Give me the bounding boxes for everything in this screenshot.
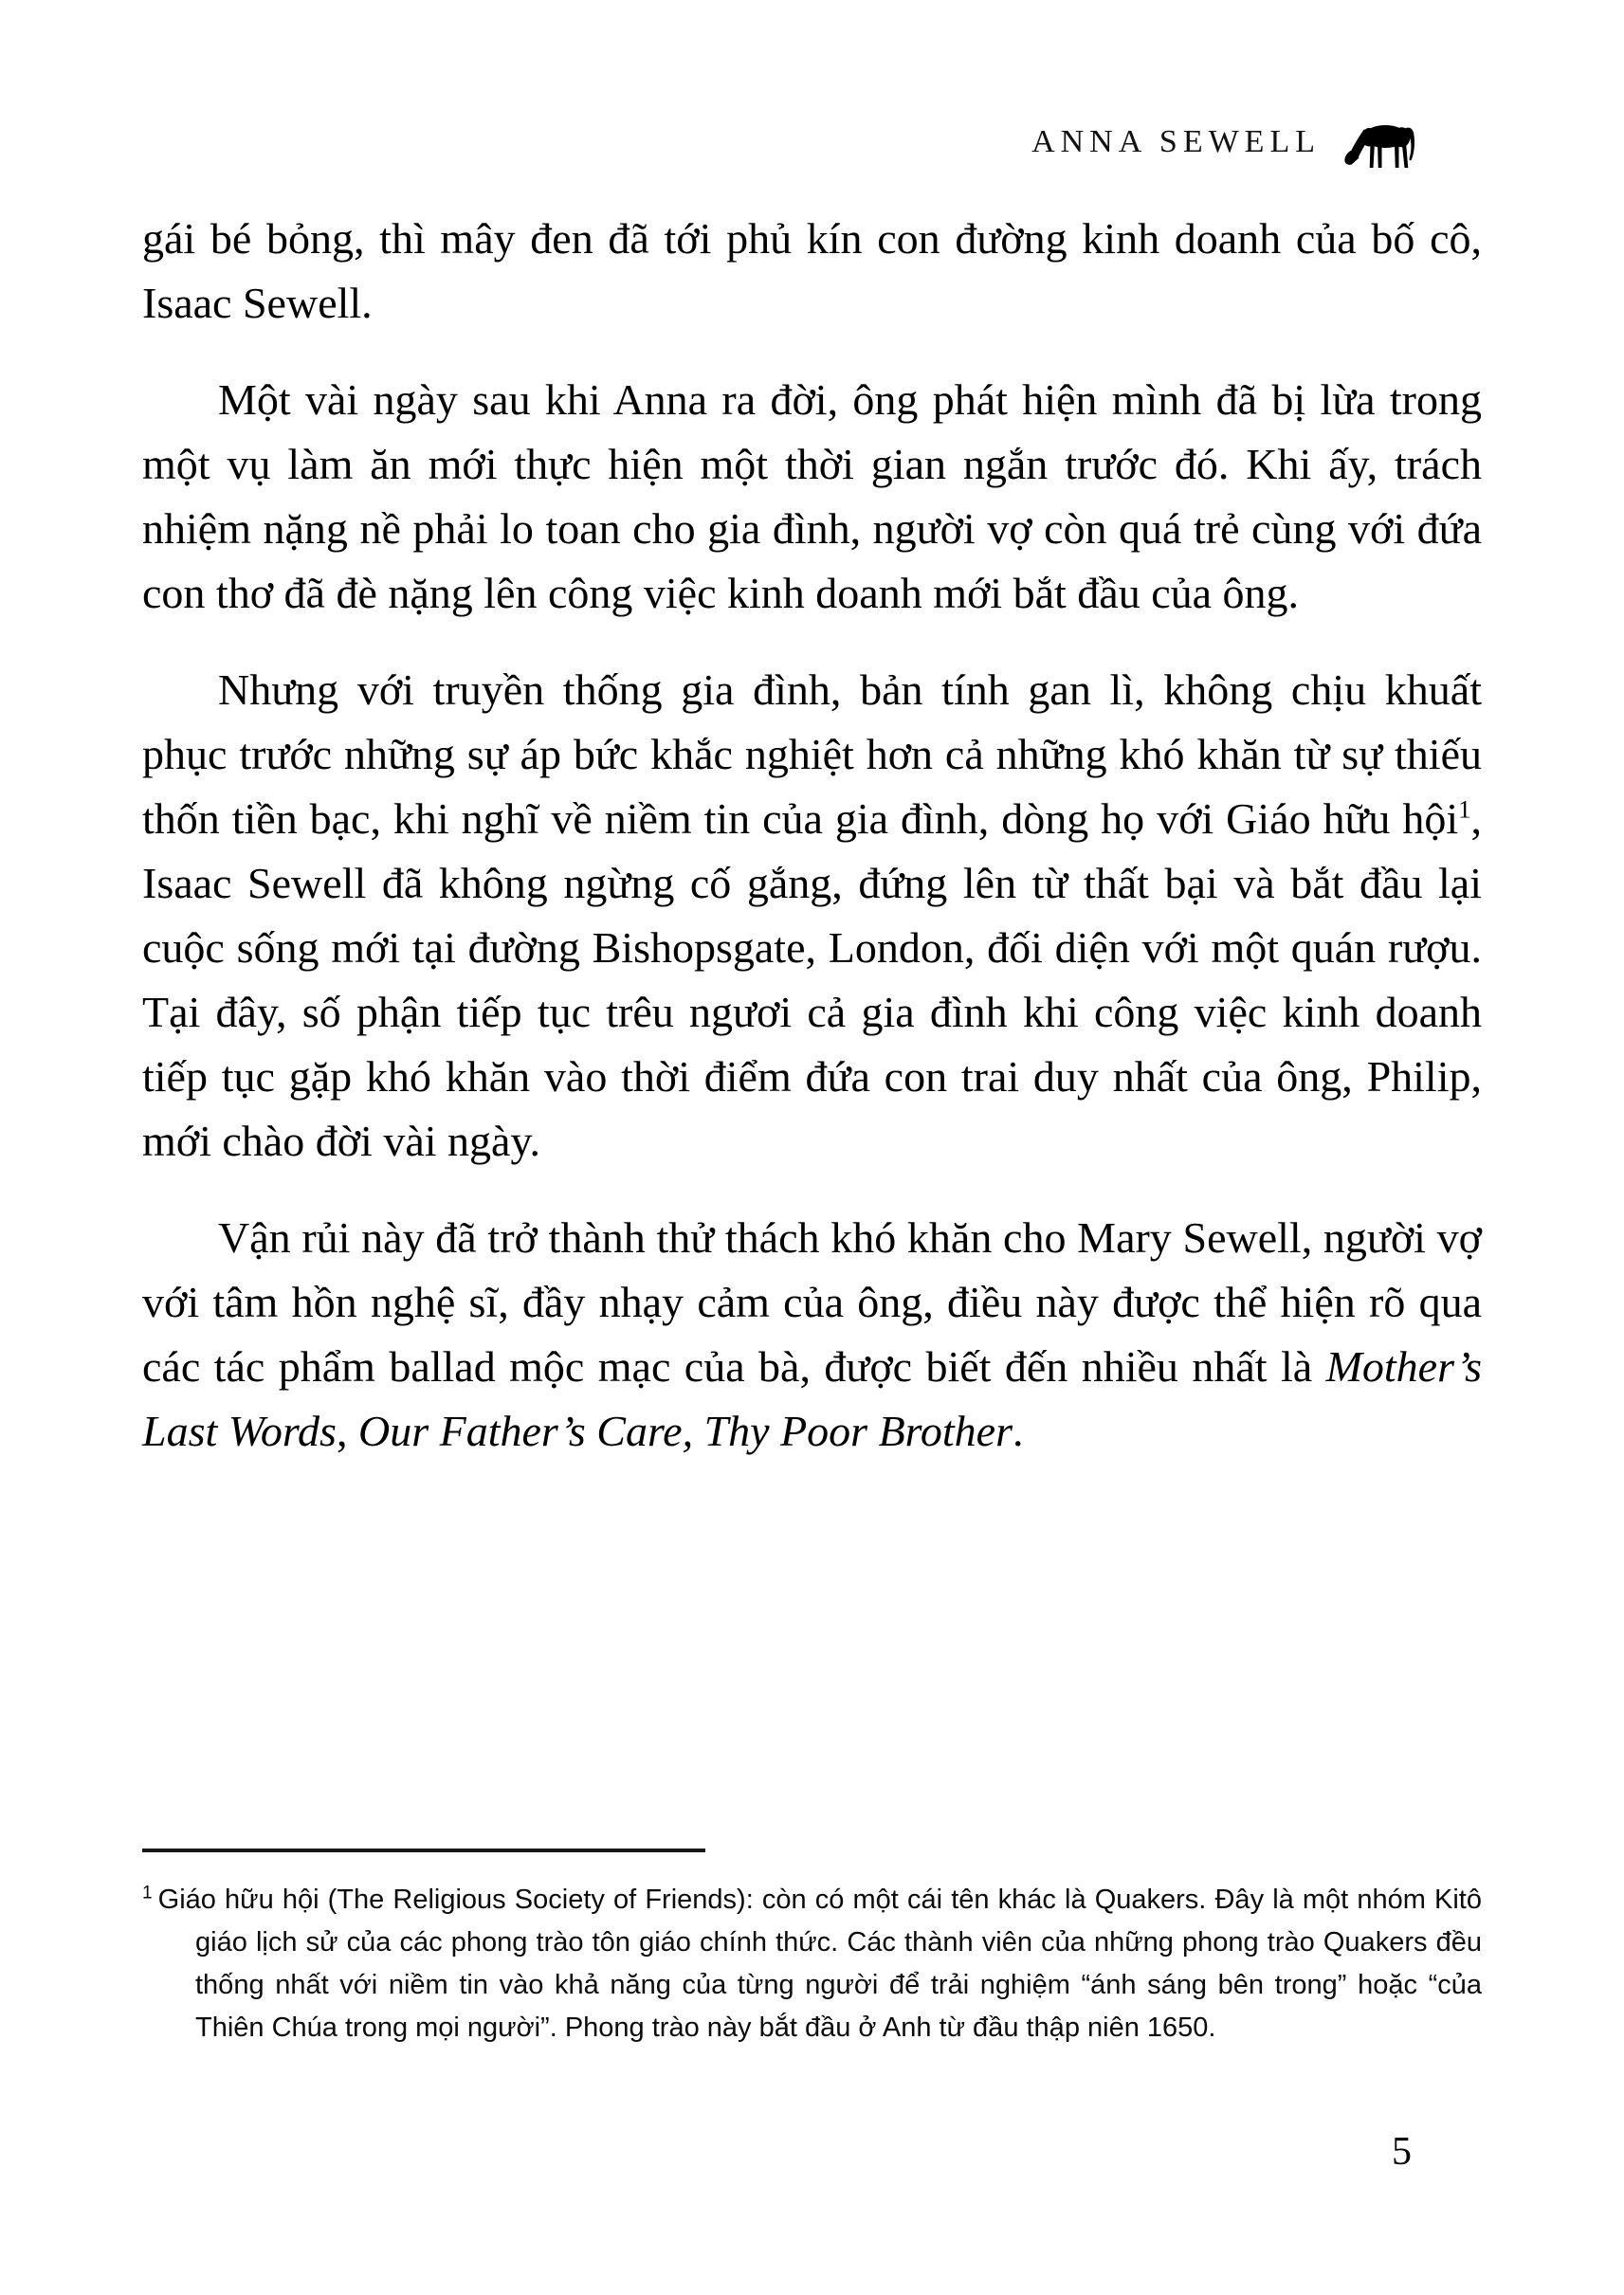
footnote-body: Giáo hữu hội (The Religious Society of Friends): còn có một cái tên khác là Quakers. Đây là một nhóm Kitô giáo lịch sử của các phong trào tôn giáo chính thức. Các thành viên của những phong trào Quakers đều thống nhất với niềm tin vào khả năng của từng người để trải nghiệm “ánh sáng bên trong” hoặc “của Thiên Chúa trong mọi người”. Phong trào này bắt đầu ở Anh từ đầu thập niên 1650.	[157, 1885, 1482, 2043]
footnote-marker: 1	[142, 1883, 153, 1903]
paragraph	[142, 207, 1482, 336]
page-number: 5	[1392, 2130, 1412, 2174]
text-segment: Mother’s Last Words	[142, 1342, 1482, 1455]
text-segment: Một vài ngày sau khi Anna ra đời, ông phát hiện mình đã bị lừa trong một vụ làm ăn mới thực hiện một thời gian ngắn trước đó. Khi ấy, trách nhiệm nặng nề phải lo toan cho gia đình, người vợ còn quá trẻ cùng với đứa con thơ đã đè nặng lên công việc kinh doanh mới bắt đầu của ông.	[142, 375, 1482, 617]
footnote-separator	[142, 1849, 705, 1852]
body-text	[142, 207, 1482, 1464]
text-segment: , Isaac Sewell đã không ngừng cố gắng, đứng lên từ thất bại và bắt đầu lại cuộc sống mới tại đường Bishopsgate, London, đối diện với một quán rượu. Tại đây, số phận tiếp tục trêu ngươi cả gia đình khi công việc kinh doanh tiếp tục gặp khó khăn vào thời điểm đứa con trai duy nhất của ông, Philip, mới chào đời vài ngày.	[142, 794, 1482, 1165]
footnote-text	[142, 1879, 1482, 2049]
text-segment: Nhưng với truyền thống gia đình, bản tính gan lì, không chịu khuất phục trước những sự áp bức khắc nghiệt hơn cả những khó khăn từ sự thiếu thốn tiền bạc, khi nghĩ về niềm tin của gia đình, dòng họ với Giáo hữu hội	[142, 665, 1482, 843]
text-segment: gái bé bỏng, thì mây đen đã tới phủ kín con đường kinh doanh của bố cô, Isaac Sewell.	[142, 214, 1482, 327]
paragraph	[142, 658, 1482, 1174]
footnote-section	[142, 1849, 1482, 2049]
page-header	[142, 112, 1482, 173]
footnote-reference: 1	[1458, 794, 1471, 824]
paragraph	[142, 1206, 1482, 1464]
text-segment: .	[1012, 1407, 1024, 1455]
running-head-author: ANNA SEWELL	[1031, 124, 1321, 159]
horse-icon	[1340, 114, 1427, 171]
text-segment: Our Father’s Care, Thy Poor Brother	[357, 1407, 1013, 1455]
text-segment: ,	[336, 1407, 358, 1455]
paragraph	[142, 368, 1482, 626]
text-segment: Vận rủi này đã trở thành thử thách khó khăn cho Mary Sewell, người vợ với tâm hồn nghệ sĩ, đầy nhạy cảm của ông, điều này được thể hiện rõ qua các tác phẩm ballad mộc mạc của bà, được biết đến nhiều nhất là	[142, 1213, 1482, 1391]
